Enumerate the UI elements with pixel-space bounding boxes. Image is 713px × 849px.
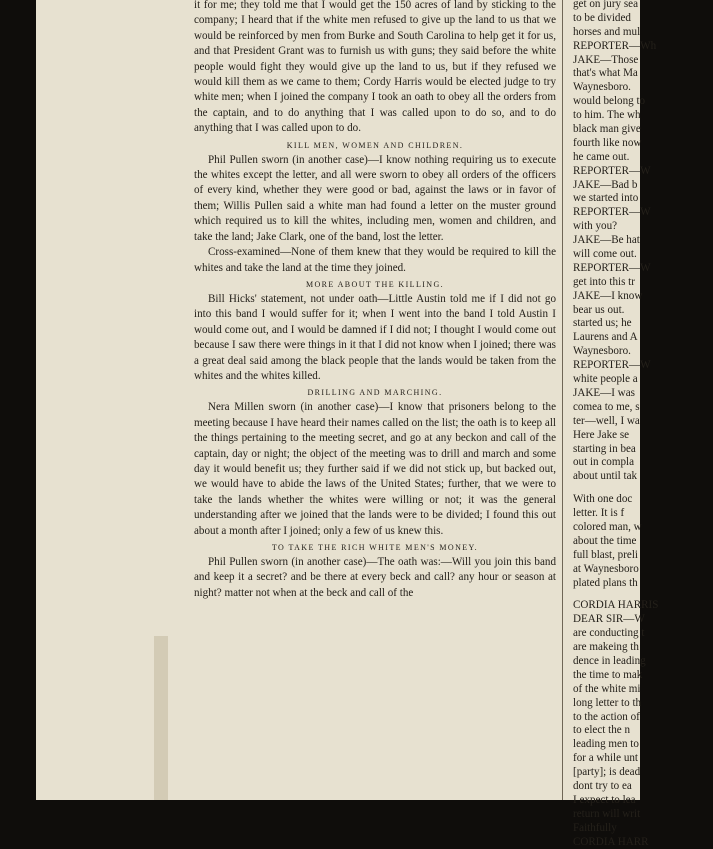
right-column-line: he came out.: [573, 150, 630, 163]
right-column-line: colored man, w: [573, 520, 642, 533]
subheading-more-killing: MORE ABOUT THE KILLING.: [305, 279, 445, 289]
newspaper-page: [36, 0, 659, 848]
right-column-line: to be divided: [573, 11, 631, 24]
right-column-line: comea to me, s: [573, 400, 640, 413]
right-column-line: for a while unt: [573, 752, 639, 765]
right-column-line: are conducting t: [573, 627, 645, 640]
right-column-line: REPORTER—W: [573, 164, 651, 177]
paragraph-phil-pullen-oath: Phil Pullen sworn (in another case)—The oath was:—Will you join this band and keep it a secret? and be there at every beck and call? any hour or season at night? matter not when at the beck and call of the: [194, 556, 556, 599]
right-column-line: dence in leading: [573, 654, 646, 667]
right-column-line: that's what Ma: [573, 67, 638, 80]
right-column-line: plated plans th: [573, 576, 638, 589]
column-gap: [573, 590, 713, 599]
right-column-line: REPORTER—W: [573, 206, 651, 219]
right-column-line: with you?: [573, 220, 618, 233]
right-column-line: at Waynesboro: [573, 562, 639, 575]
right-column-line: bear us out.: [573, 303, 625, 316]
right-column-line: Faithfully: [573, 821, 617, 834]
right-column-line: Here Jake se: [573, 428, 630, 441]
column-gap: [573, 484, 713, 493]
right-column-line: out in compla: [573, 456, 635, 469]
right-column-line: Waynesboro.: [573, 345, 631, 358]
right-column-line: REPORTER—W: [573, 261, 651, 274]
right-column-line: letter. It is f: [573, 507, 625, 520]
right-column-line: full blast, preli: [573, 548, 639, 561]
right-column-line: the time to mak: [573, 668, 643, 681]
right-column-line: ter—well, I wa: [573, 414, 640, 427]
right-column-line: JAKE—Bad b: [573, 178, 638, 191]
right-column-line: get into this tr: [573, 275, 635, 288]
right-column-line: I expect to lea: [573, 793, 636, 806]
right-column: [573, 0, 713, 849]
paragraph-nera-millen: Nera Millen sworn (in another case)—I know that prisoners belong to the meeting because I have heard their names called on the list; the oath is to keep all the things pertaining to the meeting secret, and go at any beckon and call of the captain, day or night; the object of the meeting was to drill and march and some day it would benefit us; they further said if we did not stick up, but backed out, we would have to abide the laws of the United States; further, that we were to take the lands whether the whites were willing or not; it was the general understanding after we joined that the lands were to be divided; I found this out about a month after I joined; only a few of us knew this.: [194, 401, 556, 537]
right-column-line: starting in bea: [573, 442, 636, 455]
right-column-line: about until tak: [573, 470, 638, 483]
right-column-line: REPORTER—W: [573, 359, 651, 372]
right-column-line: will come out.: [573, 248, 637, 261]
subheading-rich-white-money: TO TAKE THE RICH WHITE MEN'S MONEY.: [271, 543, 479, 552]
right-column-line: JAKE—Those: [573, 53, 639, 66]
right-column-line: leading men to: [573, 738, 639, 751]
right-column-line: JAKE—I know: [573, 289, 643, 302]
right-column-line: REPORTER—Wh: [573, 39, 657, 52]
paragraph-phil-pullen: Phil Pullen sworn (in another case)—I know nothing requiring us to execute the whites except the letter, and all were sworn to obey all orders of the officers of every kind, whether they were good or bad, against the laws or in favor of them; Willis Pullen said a white man had found a letter on the muster ground which required us to kill the whites, including men, women and children, and take the land; Jake Clark, one of the band, lost the letter.: [194, 153, 556, 243]
right-column-line: CORDIA HARRIS: [573, 599, 659, 612]
paragraph-cross-examined: Cross-examined—None of them knew that they would be required to kill the whites and take the land at the time they joined.: [194, 246, 556, 274]
right-column-line: of the white mi: [573, 682, 641, 695]
right-column-line: long letter to th: [573, 696, 642, 709]
subheading-drilling: DRILLING AND MARCHING.: [307, 388, 443, 398]
right-column-line: With one doc: [573, 493, 633, 506]
right-column-line: return will writ: [573, 807, 641, 820]
page-tear: [154, 636, 168, 800]
right-column-line: fourth like now: [573, 136, 642, 149]
right-column-line: white people a: [573, 373, 638, 386]
right-column-line: DEAR SIR—W: [573, 613, 645, 626]
right-column-line: CORDIA HARR: [573, 835, 649, 848]
right-column-line: get on jury sea: [573, 0, 639, 10]
column-rule: [562, 0, 563, 800]
right-column-line: started us; he: [573, 317, 632, 330]
right-column-line: JAKE—I was: [573, 386, 635, 399]
right-column-line: to him. The wh: [573, 109, 641, 122]
right-column-line: black man give: [573, 123, 641, 136]
right-column-line: would belong to: [573, 95, 646, 108]
right-column-line: [party]; is dead: [573, 766, 641, 779]
right-column-line: are makeing th: [573, 641, 639, 654]
paragraph-bill-hicks: Bill Hicks' statement, not under oath—Little Austin told me if I did not go into this band I would suffer for it; when I went into the band I told Austin I would come out, and I would be damned if I did not; I thought I would come out because I saw there were things in it that I did not know when I joined; there was a great deal said among the black people that the lands would be taken from the whites and the whites killed.: [194, 292, 556, 382]
right-column-line: we started into: [573, 192, 639, 205]
right-column-line: Laurens and A: [573, 331, 638, 344]
right-column-line: to elect the n: [573, 724, 630, 737]
right-column-line: dont try to ea: [573, 779, 632, 792]
subheading-kill-men: KILL MEN, WOMEN AND CHILDREN.: [286, 140, 464, 150]
right-column-line: horses and mul: [573, 25, 641, 38]
paragraph-oath-testimony: it for me; they told me that I would get the 150 acres of land by sticking to the company; I heard that if the white men refused to give up the land to us that we would be reinforced by men from Burke and South Carolina to help get it for us, and that President Grant was to furnish us with guns; they said before the white people would fight they would give up the land to us, but if they refused we would kill them as we came to them; Cordy Harris would be elected judge to try white men; when I joined the company I took an oath to obey all the orders from the captain, and to do anything that I was called upon to do so, and to do anything that I was called upon to do.: [194, 0, 556, 135]
right-column-line: to the action of: [573, 710, 640, 723]
right-column-line: Waynesboro.: [573, 81, 631, 94]
right-column-line: about the time: [573, 534, 637, 547]
right-column-line: JAKE—Be hat: [573, 234, 640, 247]
article-column: [194, 0, 556, 601]
